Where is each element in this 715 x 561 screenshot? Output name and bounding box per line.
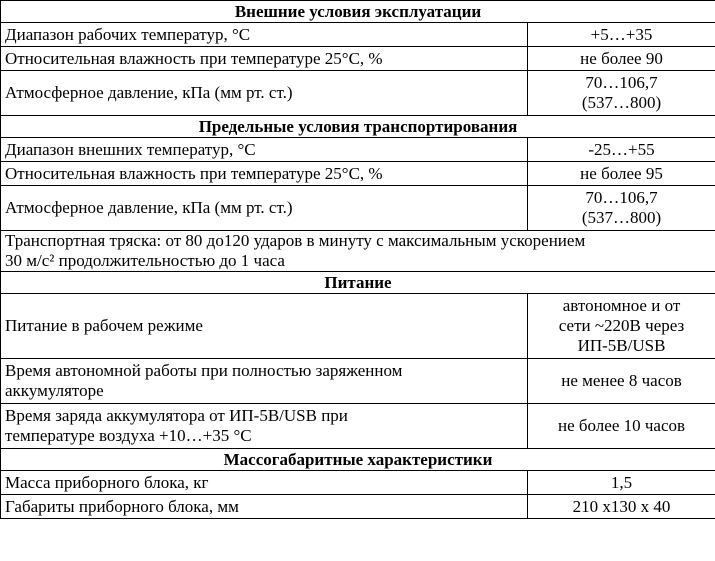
label-line: аккумуляторе [5, 381, 104, 400]
row-value [528, 186, 715, 231]
section-title-operating-conditions: Внешние условия эксплуатации [1, 1, 715, 23]
note-row [1, 231, 715, 272]
value-line: автономное и от [562, 296, 681, 315]
table-row [1, 71, 715, 116]
table-row [1, 23, 715, 47]
row-value: -25…+55 [528, 138, 715, 162]
row-value: не более 95 [528, 162, 715, 186]
row-label: Диапазон рабочих температур, °С [1, 23, 528, 47]
note-line: Транспортная тряска: от 80 до120 ударов в минуту с максимальным ускорением [5, 231, 586, 250]
table-row [1, 186, 715, 231]
transport-vibration-note [1, 231, 715, 272]
row-label [1, 404, 528, 449]
section-header-row [1, 449, 715, 471]
table-row [1, 359, 715, 404]
row-value: 1,5 [528, 471, 715, 495]
label-line: Время автономной работы при полностью заряженном [5, 361, 403, 380]
section-title-transport-conditions: Предельные условия транспортирования [1, 116, 715, 138]
row-label: Атмосферное давление, кПа (мм рт. ст.) [1, 186, 528, 231]
table-row [1, 471, 715, 495]
table-row [1, 138, 715, 162]
row-value: не менее 8 часов [528, 359, 715, 404]
row-label [1, 359, 528, 404]
table-row [1, 47, 715, 71]
value-line: (537…800) [581, 93, 662, 112]
value-line: 70…106,7 [585, 73, 658, 92]
section-header-row [1, 272, 715, 294]
row-label: Питание в рабочем режиме [1, 294, 528, 359]
row-value: 210 х130 х 40 [528, 495, 715, 519]
row-value: не более 10 часов [528, 404, 715, 449]
label-line: Время заряда аккумулятора от ИП-5В/USB при [5, 406, 348, 425]
section-title-power: Питание [1, 272, 715, 294]
value-line: сети ~220В через [558, 316, 685, 335]
section-header-row [1, 116, 715, 138]
row-label: Габариты приборного блока, мм [1, 495, 528, 519]
row-label: Относительная влажность при температуре 25°С, % [1, 162, 528, 186]
value-line: (537…800) [581, 208, 662, 227]
row-label: Относительная влажность при температуре 25°С, % [1, 47, 528, 71]
table-row [1, 495, 715, 519]
section-header-row [1, 1, 715, 23]
note-line: 30 м/с² продолжительностью до 1 часа [5, 251, 285, 270]
table-row [1, 404, 715, 449]
row-label: Диапазон внешних температур, °С [1, 138, 528, 162]
section-title-weight-dimensions: Массогабаритные характеристики [1, 449, 715, 471]
row-label: Масса приборного блока, кг [1, 471, 528, 495]
row-value [528, 294, 715, 359]
row-value [528, 71, 715, 116]
table-row [1, 162, 715, 186]
row-label: Атмосферное давление, кПа (мм рт. ст.) [1, 71, 528, 116]
row-value: не более 90 [528, 47, 715, 71]
row-value: +5…+35 [528, 23, 715, 47]
value-line: ИП-5В/USB [577, 336, 666, 355]
label-line: температуре воздуха +10…+35 °С [5, 426, 252, 445]
value-line: 70…106,7 [585, 188, 658, 207]
table-row [1, 294, 715, 359]
